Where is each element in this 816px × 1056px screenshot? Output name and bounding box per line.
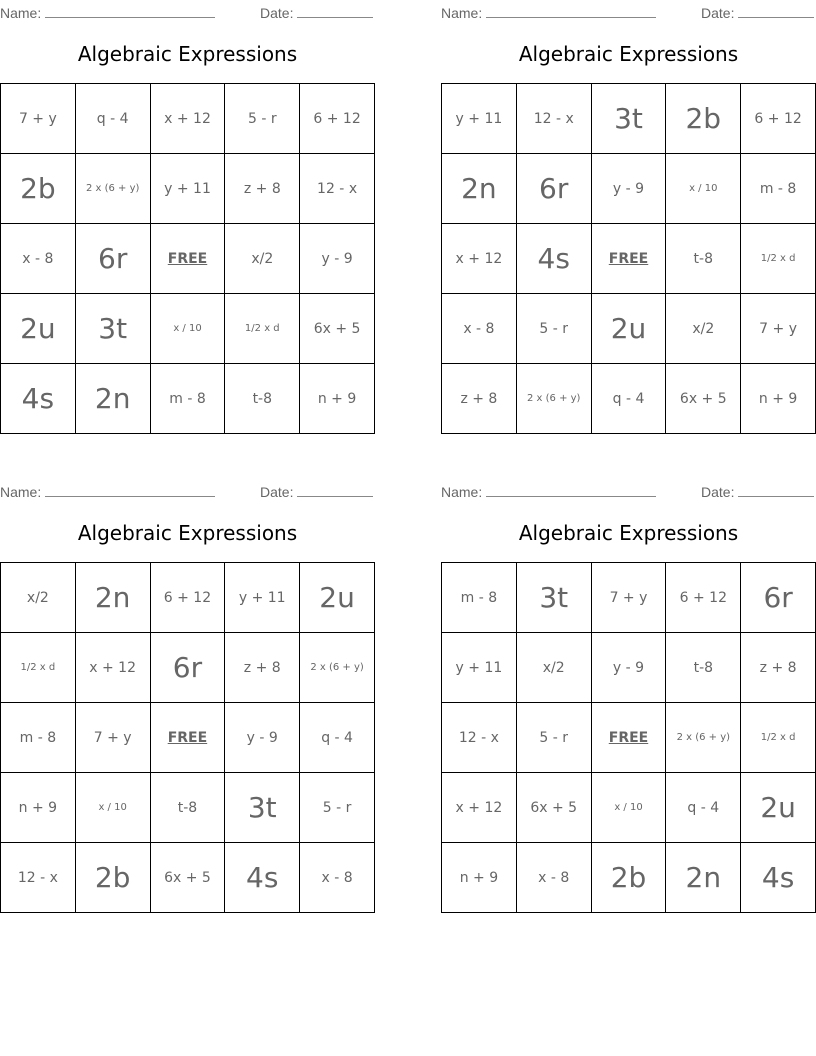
card-header	[441, 0, 816, 22]
free-space-cell[interactable]: FREE	[591, 224, 666, 294]
bingo-cell[interactable]: x/2	[516, 633, 591, 703]
grid-row	[1, 294, 375, 364]
bingo-cell[interactable]: x - 8	[1, 224, 76, 294]
bingo-cell[interactable]: y + 11	[225, 563, 300, 633]
bingo-cell[interactable]: 2n	[442, 154, 517, 224]
bingo-cell[interactable]: q - 4	[591, 364, 666, 434]
bingo-cell[interactable]: 2n	[75, 364, 150, 434]
grid-row	[442, 703, 816, 773]
date-field	[701, 3, 814, 21]
bingo-card	[0, 0, 375, 415]
bingo-cell[interactable]: m - 8	[150, 364, 225, 434]
grid-row	[1, 154, 375, 224]
bingo-cell[interactable]: 7 + y	[591, 563, 666, 633]
bingo-cell[interactable]: 6x + 5	[300, 294, 375, 364]
bingo-cell[interactable]: 1/2 x d	[1, 633, 76, 703]
bingo-cell[interactable]: 2 x (6 + y)	[75, 154, 150, 224]
bingo-cell[interactable]: 7 + y	[75, 703, 150, 773]
name-field	[0, 3, 215, 21]
bingo-cell[interactable]: 5 - r	[300, 773, 375, 843]
bingo-cell[interactable]: 2b	[591, 843, 666, 913]
bingo-cell[interactable]: q - 4	[75, 84, 150, 154]
name-field	[0, 482, 215, 500]
bingo-cell[interactable]: z + 8	[225, 633, 300, 703]
bingo-cell[interactable]: m - 8	[741, 154, 816, 224]
bingo-cell[interactable]: 2b	[1, 154, 76, 224]
bingo-cell[interactable]: x/2	[225, 224, 300, 294]
bingo-cell[interactable]: y - 9	[225, 703, 300, 773]
bingo-cell[interactable]: 2n	[666, 843, 741, 913]
name-label: Name:	[441, 484, 483, 500]
bingo-cell[interactable]: 2u	[591, 294, 666, 364]
bingo-cell[interactable]: 2u	[300, 563, 375, 633]
bingo-cell[interactable]: y + 11	[442, 84, 517, 154]
name-label: Name:	[441, 5, 483, 21]
bingo-cell[interactable]: 2u	[741, 773, 816, 843]
grid-row	[442, 294, 816, 364]
bingo-cell[interactable]: 3t	[75, 294, 150, 364]
bingo-cell[interactable]: 2b	[666, 84, 741, 154]
date-blank-line	[297, 482, 373, 497]
bingo-cell[interactable]: 1/2 x d	[225, 294, 300, 364]
bingo-cell[interactable]: q - 4	[300, 703, 375, 773]
bingo-cell[interactable]: 12 - x	[300, 154, 375, 224]
bingo-cell[interactable]: n + 9	[300, 364, 375, 434]
name-blank-line	[45, 482, 215, 497]
grid-row	[442, 563, 816, 633]
bingo-cell[interactable]: z + 8	[741, 633, 816, 703]
bingo-cell[interactable]: 4s	[741, 843, 816, 913]
grid-row	[442, 773, 816, 843]
grid-row	[442, 84, 816, 154]
grid-row	[442, 843, 816, 913]
bingo-cell[interactable]: y + 11	[150, 154, 225, 224]
bingo-cell[interactable]: t-8	[666, 633, 741, 703]
date-field	[260, 3, 373, 21]
bingo-cell[interactable]: 4s	[1, 364, 76, 434]
card-header	[0, 479, 375, 501]
date-blank-line	[738, 3, 814, 18]
grid-row	[1, 224, 375, 294]
bingo-cell[interactable]: x + 12	[442, 773, 517, 843]
bingo-cell[interactable]: x - 8	[442, 294, 517, 364]
bingo-cell[interactable]: 5 - r	[516, 294, 591, 364]
name-blank-line	[486, 482, 656, 497]
bingo-cell[interactable]: t-8	[225, 364, 300, 434]
bingo-cell[interactable]: 12 - x	[1, 843, 76, 913]
bingo-cell[interactable]: 12 - x	[516, 84, 591, 154]
name-label: Name:	[0, 484, 42, 500]
bingo-cell[interactable]: y - 9	[300, 224, 375, 294]
bingo-cell[interactable]: 6 + 12	[300, 84, 375, 154]
free-space-cell[interactable]: FREE	[591, 703, 666, 773]
bingo-cell[interactable]: 6r	[150, 633, 225, 703]
date-label: Date:	[260, 5, 294, 21]
card-header	[441, 479, 816, 501]
bingo-cell[interactable]: 1/2 x d	[741, 224, 816, 294]
grid-row	[1, 364, 375, 434]
bingo-card	[441, 479, 816, 894]
name-field	[441, 482, 656, 500]
bingo-cell[interactable]: 3t	[516, 563, 591, 633]
bingo-cell[interactable]: 6 + 12	[666, 563, 741, 633]
card-title: Algebraic Expressions	[518, 521, 739, 545]
grid-row	[1, 84, 375, 154]
date-blank-line	[297, 3, 373, 18]
bingo-cell[interactable]: x / 10	[666, 154, 741, 224]
grid-row	[442, 633, 816, 703]
bingo-cell[interactable]: z + 8	[442, 364, 517, 434]
bingo-cell[interactable]: 7 + y	[741, 294, 816, 364]
bingo-cell[interactable]: x + 12	[150, 84, 225, 154]
bingo-cell[interactable]: x - 8	[516, 843, 591, 913]
card-header	[0, 0, 375, 22]
bingo-cell[interactable]: 6x + 5	[150, 843, 225, 913]
bingo-cell[interactable]: m - 8	[442, 563, 517, 633]
bingo-cell[interactable]: 5 - r	[225, 84, 300, 154]
bingo-cell[interactable]: z + 8	[225, 154, 300, 224]
grid-row	[1, 773, 375, 843]
bingo-cell[interactable]: 4s	[225, 843, 300, 913]
bingo-cell[interactable]: x + 12	[75, 633, 150, 703]
bingo-cell[interactable]: 2u	[1, 294, 76, 364]
grid-row	[442, 154, 816, 224]
bingo-cell[interactable]: 6r	[75, 224, 150, 294]
name-label: Name:	[0, 5, 42, 21]
date-label: Date:	[260, 484, 294, 500]
bingo-cell[interactable]: 2n	[75, 563, 150, 633]
grid-row	[1, 633, 375, 703]
bingo-cell[interactable]: n + 9	[442, 843, 517, 913]
bingo-cell[interactable]: 6r	[516, 154, 591, 224]
bingo-cell[interactable]: y + 11	[442, 633, 517, 703]
bingo-cell[interactable]: 6r	[741, 563, 816, 633]
bingo-cell[interactable]: t-8	[150, 773, 225, 843]
bingo-cell[interactable]: x/2	[1, 563, 76, 633]
card-title: Algebraic Expressions	[77, 42, 298, 66]
bingo-grid	[441, 562, 816, 913]
bingo-cell[interactable]: x/2	[666, 294, 741, 364]
bingo-cell[interactable]: q - 4	[666, 773, 741, 843]
bingo-cell[interactable]: 6 + 12	[741, 84, 816, 154]
bingo-cell[interactable]: 6x + 5	[516, 773, 591, 843]
card-title: Algebraic Expressions	[77, 521, 298, 545]
bingo-cell[interactable]: n + 9	[1, 773, 76, 843]
bingo-card	[0, 479, 375, 894]
bingo-cell[interactable]: 6x + 5	[666, 364, 741, 434]
free-space-cell[interactable]: FREE	[150, 703, 225, 773]
bingo-cell[interactable]: 4s	[516, 224, 591, 294]
date-field	[260, 482, 373, 500]
bingo-cell[interactable]: 12 - x	[442, 703, 517, 773]
name-blank-line	[45, 3, 215, 18]
name-field	[441, 3, 656, 21]
card-title: Algebraic Expressions	[518, 42, 739, 66]
bingo-cell[interactable]: m - 8	[1, 703, 76, 773]
bingo-grid	[0, 562, 375, 913]
grid-row	[1, 703, 375, 773]
bingo-cell[interactable]: x / 10	[150, 294, 225, 364]
date-label: Date:	[701, 5, 735, 21]
bingo-cell[interactable]: 2 x (6 + y)	[300, 633, 375, 703]
grid-row	[1, 843, 375, 913]
name-blank-line	[486, 3, 656, 18]
bingo-cell[interactable]: x / 10	[75, 773, 150, 843]
bingo-cell[interactable]: n + 9	[741, 364, 816, 434]
bingo-grid	[0, 83, 375, 434]
bingo-cell[interactable]: 7 + y	[1, 84, 76, 154]
bingo-grid	[441, 83, 816, 434]
date-blank-line	[738, 482, 814, 497]
bingo-cell[interactable]: 2 x (6 + y)	[516, 364, 591, 434]
free-space-cell[interactable]: FREE	[150, 224, 225, 294]
grid-row	[442, 224, 816, 294]
bingo-cell[interactable]: x - 8	[300, 843, 375, 913]
bingo-cell[interactable]: 2 x (6 + y)	[666, 703, 741, 773]
date-label: Date:	[701, 484, 735, 500]
bingo-cell[interactable]: 3t	[225, 773, 300, 843]
bingo-cell[interactable]: 5 - r	[516, 703, 591, 773]
bingo-cell[interactable]: 2b	[75, 843, 150, 913]
bingo-cell[interactable]: x + 12	[442, 224, 517, 294]
bingo-cell[interactable]: x / 10	[591, 773, 666, 843]
grid-row	[442, 364, 816, 434]
grid-row	[1, 563, 375, 633]
bingo-card	[441, 0, 816, 407]
bingo-cell[interactable]: t-8	[666, 224, 741, 294]
bingo-cell[interactable]: 3t	[591, 84, 666, 154]
bingo-cell[interactable]: y - 9	[591, 633, 666, 703]
bingo-cell[interactable]: 1/2 x d	[741, 703, 816, 773]
date-field	[701, 482, 814, 500]
bingo-cell[interactable]: 6 + 12	[150, 563, 225, 633]
bingo-cell[interactable]: y - 9	[591, 154, 666, 224]
